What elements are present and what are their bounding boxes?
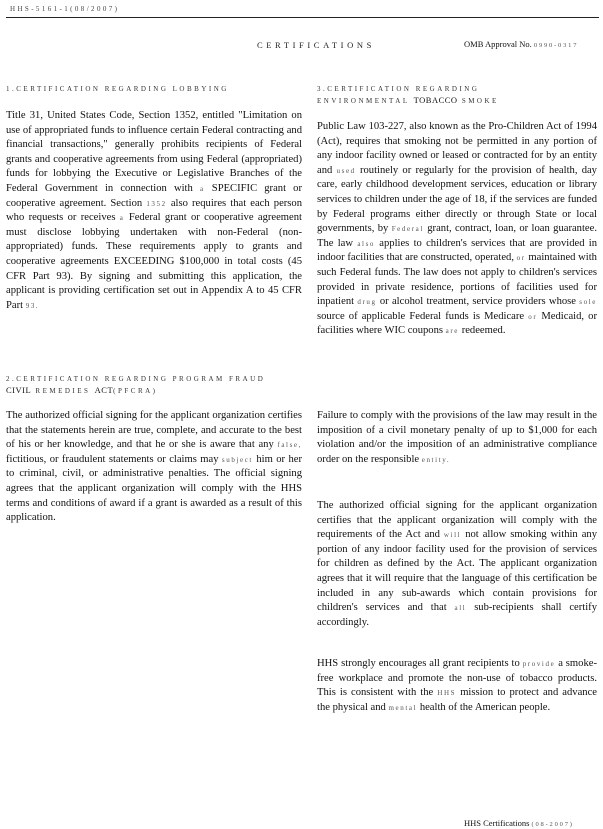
omb-approval <box>464 39 578 49</box>
omb-label: OMB Approval No. <box>464 39 532 49</box>
footer-date: (08-2007) <box>531 821 574 828</box>
page-footer <box>464 818 574 828</box>
section-3-paragraph-1: Public Law 103-227, also known as the Pro-Children Act of 1994 (Act), requires that smoking not be permitted in any portion of any indoor facility owned or leased or contracted for by an entity and used routinely or regularly for the provision of health, day care, early childhood development services, education or library services to children under the age of 18, if the services are funded by Federal programs either directly or through State or local governments, by Federal grant, contract, loan, or loan guarantee. The law also applies to children's services that are provided in indoor facilities that are constructed, operated, or maintained with such Federal funds. The law does not apply to children's services provided in private residence, portions of facilities used for inpatient drug or alcohol treatment, service providers whose sole source of applicable Federal funds is Medicare or Medicaid, or facilities where WIC coupons are redeemed. <box>317 121 597 337</box>
section-1-paragraph: Title 31, United States Code, Section 1352, entitled "Limitation on use of appropriated funds to influence certain Federal contracting and financial transactions," generally prohibits recipients of Federal grants and cooperative agreements from using Federal (appropriated) funds for lobbying the Executive or Legislative Branches of the Federal Government in connection with a SPECIFIC grant or cooperative agreement. Section 1352 also requires that each person who requests or receives a Federal grant or cooperative agreement must disclose lobbying undertaken with non-Federal (non-appropriated) funds. These requirements apply to grants and cooperative agreements EXCEEDING $100,000 in total costs (45 CFR Part 93). By signing and submitting this application, the applicant is providing certification set out in Appendix A to 45 CFR Part 93. <box>6 110 303 311</box>
section-3-paragraph-4: HHS strongly encourages all grant recipients to provide a smoke-free workplace and promote the non-use of tobacco products. This is consistent with the HHS mission to protect and advance the physical and mental health of the American people. <box>317 658 598 713</box>
footer-label: HHS Certifications <box>464 818 530 828</box>
section-2-paragraph: The authorized official signing for the applicant organization certifies that the statements herein are true, complete, and accurate to the best of his or her knowledge, and that he or she is aware that any false, fictitious, or fraudulent statements or claims may subject him or her to criminal, civil, or administrative penalties. The official signing agrees that the applicant organization will comply with the HHS terms and conditions of award if a grant is awarded as a result of this application. <box>6 410 302 524</box>
section-3-paragraph-2: Failure to comply with the provisions of the law may result in the imposition of a civil monetary penalty of up to $1,000 for each violation and/or the imposition of an administrative compliance order on the responsible entity. <box>317 410 597 465</box>
section-3-heading: 3.CERTIFICATION REGARDING ENVIRONMENTAL TOBACCO SMOKE <box>317 85 499 105</box>
page-title: CERTIFICATIONS <box>257 40 375 50</box>
section-2-heading: 2.CERTIFICATION REGARDING PROGRAM FRAUD CIVIL REMEDIES ACT(PFCRA) <box>6 375 266 395</box>
section-1-heading: 1.CERTIFICATION REGARDING LOBBYING <box>6 85 229 93</box>
omb-number: 0990-0317 <box>533 42 579 49</box>
section-3-paragraph-3: The authorized official signing for the applicant organization certifies that the applicant organization will comply with the requirements of the Act and will not allow smoking within any portion of any indoor facility used for the provision of services for children as defined by the Act. The applicant organization agrees that it will require that the language of this certification be included in any sub-awards which contain provisions for children's services and that all sub-recipients shall certify accordingly. <box>317 500 597 628</box>
form-id: HHS-5161-1(08/2007) <box>10 5 120 13</box>
top-rule <box>6 17 599 18</box>
